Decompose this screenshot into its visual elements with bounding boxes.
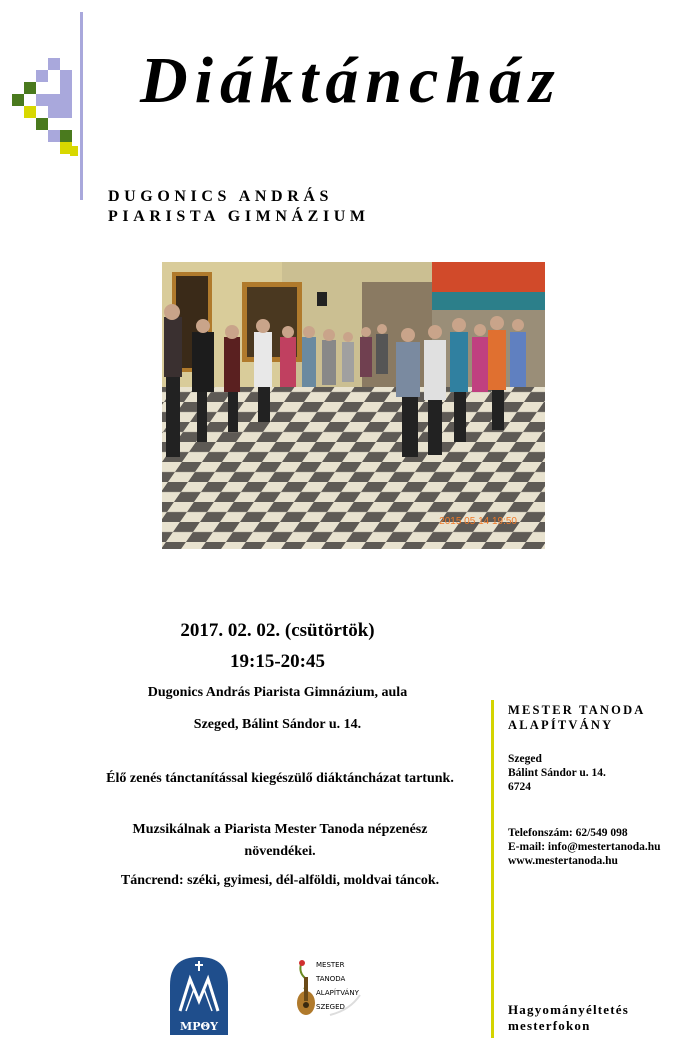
deco-square (48, 94, 60, 106)
event-venue: Dugonics András Piarista Gimnázium, aula (147, 685, 408, 700)
deco-square (36, 118, 48, 130)
organizer-contact (508, 826, 661, 868)
deco-square (60, 130, 72, 142)
organizer-zip: 6724 (508, 781, 531, 793)
accent-divider (491, 700, 494, 1038)
deco-square (60, 106, 72, 118)
event-date: 2017. 02. 02. (csütörtök) (180, 620, 375, 641)
deco-square (36, 94, 48, 106)
deco-square (60, 82, 72, 94)
deco-square (36, 70, 48, 82)
deco-square (60, 94, 72, 106)
organizer-address (508, 752, 606, 794)
logo-text-mester: MESTER (316, 961, 345, 969)
organizer-website[interactable]: www.mestertanoda.hu (508, 855, 618, 867)
photo-timestamp: 2015 05 14 19:50 (439, 516, 517, 527)
logo-text-tanoda: TANODA (316, 975, 346, 983)
deco-square (48, 82, 60, 94)
description-musicians: Muzsikálnak a Piarista Mester Tanoda népzenész növendékei. (132, 822, 428, 859)
page-title: Diáktáncház (140, 44, 562, 117)
piarist-logo (168, 955, 230, 1037)
deco-square (24, 82, 36, 94)
event-time: 19:15-20:45 (230, 651, 325, 672)
organizer-name: MESTER TANODA ALAPÍTVÁNY (508, 703, 645, 732)
deco-square (60, 70, 72, 82)
school-name-line-2: PIARISTA GIMNÁZIUM (108, 208, 370, 225)
deco-square (70, 146, 78, 156)
description-live-music: Élő zenés tánctanítással kiegészülő diáktáncházat tartunk. (106, 771, 454, 786)
logo-text-alapitvany: ALAPÍTVÁNY (316, 989, 359, 997)
piarist-emblem-icon (168, 955, 230, 1037)
event-photo (162, 262, 545, 549)
school-name-line-1: DUGONICS ANDRÁS (108, 188, 334, 205)
logo-text-szeged: SZEGED (316, 1003, 345, 1011)
event-address: Szeged, Bálint Sándor u. 14. (193, 717, 362, 732)
mester-tanoda-logo (290, 955, 370, 1025)
deco-square (24, 106, 36, 118)
decorative-vertical-line (80, 12, 83, 200)
dance-hall-illustration (162, 262, 545, 549)
organizer-street: Bálint Sándor u. 14. (508, 767, 606, 779)
deco-square (48, 130, 60, 142)
deco-square (12, 94, 24, 106)
piarist-logo-text: ΜΡΘΥ (180, 1020, 218, 1033)
mester-tanoda-emblem-icon (290, 955, 370, 1025)
organizer-phone: Telefonszám: 62/549 098 (508, 827, 628, 839)
decorative-pixel-logo (12, 12, 87, 202)
organizer-email[interactable]: E-mail: info@mestertanoda.hu (508, 841, 661, 853)
deco-square (48, 106, 60, 118)
deco-square (48, 58, 60, 70)
organizer-tagline: Hagyományéltetés mesterfokon (508, 1002, 630, 1033)
description-dance-order: Táncrend: széki, gyimesi, dél-alföldi, moldvai táncok. (120, 873, 440, 888)
organizer-city: Szeged (508, 753, 542, 765)
